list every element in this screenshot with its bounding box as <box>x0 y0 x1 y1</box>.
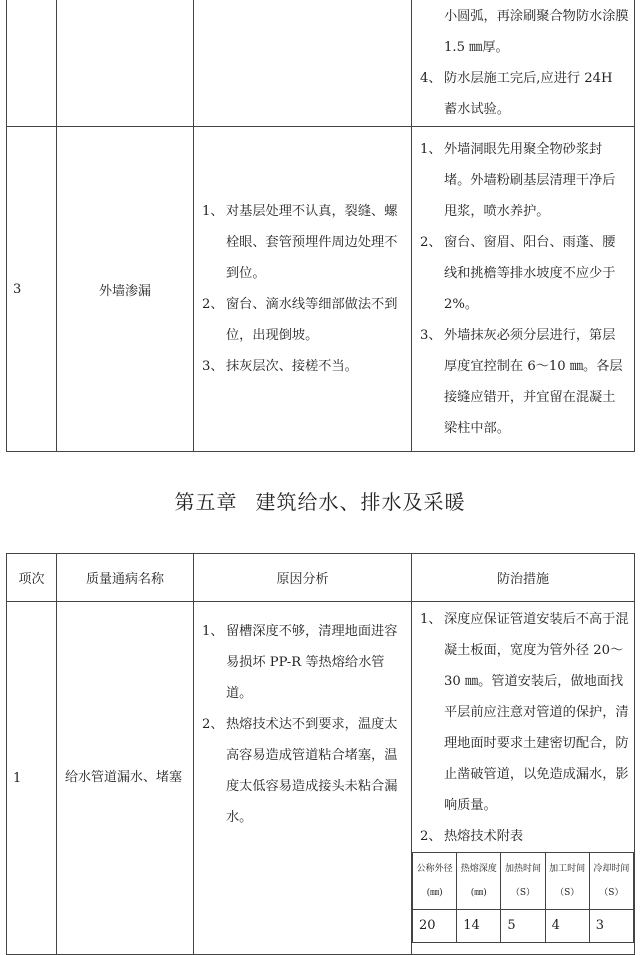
item-number: 3、 <box>202 359 224 374</box>
chapter-number: 第五章 <box>174 490 238 514</box>
fusion-value-row <box>413 910 634 943</box>
item-number: 2、 <box>420 235 442 250</box>
item-text: 外墙抹灰必须分层进行，第层厚度宜控制在 6～10 ㎜。各层接缝应错开，并宜留在混凝土梁柱中部。 <box>444 328 623 436</box>
list-item <box>202 616 405 709</box>
measure-continued-text: 小圆弧，再涂刷聚合物防水涂膜 1.5 ㎜厚。 <box>444 9 629 55</box>
fusion-header-row <box>413 853 634 910</box>
list-item <box>202 351 405 382</box>
fusion-value-depth: 14 <box>457 910 501 943</box>
fusion-header-processing: 加工时间（S） <box>545 853 589 910</box>
fusion-value-diameter: 20 <box>413 910 457 943</box>
defects-table-continued <box>6 0 635 452</box>
defect-name: 给水管道漏水、堵塞 <box>65 770 183 785</box>
item-text: 对基层处理不认真，裂缝、螺栓眼、套管预埋件周边处理不到位。 <box>226 204 398 281</box>
list-item <box>202 289 405 351</box>
list-item <box>202 196 405 289</box>
defect-name-cell <box>57 602 194 955</box>
fusion-value-cooling: 3 <box>589 910 633 943</box>
plumbing-defects-table <box>6 553 635 955</box>
item-number: 3、 <box>420 328 442 343</box>
measure-cell <box>412 602 635 955</box>
item-number: 2、 <box>202 297 224 312</box>
header-row <box>7 554 635 602</box>
list-item <box>420 227 628 320</box>
fusion-header-diameter: 公称外径(㎜) <box>413 853 457 910</box>
fusion-value-processing: 4 <box>545 910 589 943</box>
cause-cell <box>194 0 412 127</box>
item-number: 2、 <box>420 829 442 844</box>
list-item <box>420 134 628 227</box>
no-cell <box>7 0 57 127</box>
fusion-value-heating: 5 <box>501 910 545 943</box>
item-number: 1、 <box>202 204 224 219</box>
chapter-title: 建筑给水、排水及采暖 <box>255 490 466 514</box>
item-text: 窗台、滴水线等细部做法不到位，出现倒坡。 <box>226 297 398 343</box>
item-text: 窗台、窗眉、阳台、雨蓬、腰线和挑檐等排水坡度不应少于 2%。 <box>444 235 616 312</box>
header-no: 项次 <box>7 554 57 602</box>
item-text: 深度应保证管道安装后不高于混凝土板面，宽度为管外径 20～30 ㎜。管道安装后，做地面找平层前应注意对管道的保护，清理地面时要求土建密切配合，防止凿破管道，以免造成漏水，影响质量。 <box>444 612 629 813</box>
name-cell <box>57 0 194 127</box>
list-item <box>420 604 630 821</box>
fusion-header-depth: 热熔深度(㎜) <box>457 853 501 910</box>
list-item <box>420 320 628 444</box>
item-number: 1、 <box>420 612 442 627</box>
item-text: 热熔技术附表 <box>444 829 524 844</box>
item-number: 4、 <box>420 71 442 86</box>
measure-cell <box>412 0 635 127</box>
row-number: 3 <box>7 127 57 452</box>
item-number: 2、 <box>202 717 224 732</box>
table-row <box>7 127 635 452</box>
header-measure: 防治措施 <box>412 554 635 602</box>
row-number: 1 <box>7 602 57 955</box>
item-text: 防水层施工完后,应进行 24H 蓄水试验。 <box>444 71 613 117</box>
chapter-heading <box>0 486 640 515</box>
header-name: 质量通病名称 <box>57 554 194 602</box>
cause-cell <box>194 127 412 452</box>
table-row <box>7 0 635 127</box>
list-item <box>202 709 405 833</box>
item-text: 外墙洞眼先用聚全物砂浆封堵。外墙粉刷基层清理干净后甩浆，喷水养护。 <box>444 142 616 219</box>
cause-cell <box>194 602 412 955</box>
header-cause: 原因分析 <box>194 554 412 602</box>
measure-cell <box>412 127 635 452</box>
fusion-parameters-table <box>412 852 634 943</box>
item-text: 抹灰层次、接槎不当。 <box>226 359 358 374</box>
item-text: 留槽深度不够，清理地面进容易损坏 PP-R 等热熔给水管道。 <box>226 624 398 701</box>
list-item <box>420 63 628 125</box>
item-number: 1、 <box>420 142 442 157</box>
list-item <box>420 821 630 852</box>
item-number: 1、 <box>202 624 224 639</box>
table-row <box>7 602 635 955</box>
fusion-header-cooling: 冷却时间（S） <box>589 853 633 910</box>
item-text: 热熔技术达不到要求，温度太高容易造成管道粘合堵塞，温度太低容易造成接头未粘合漏水。 <box>226 717 398 825</box>
fusion-header-heating: 加热时间（S） <box>501 853 545 910</box>
defect-name: 外墙渗漏 <box>57 127 194 452</box>
